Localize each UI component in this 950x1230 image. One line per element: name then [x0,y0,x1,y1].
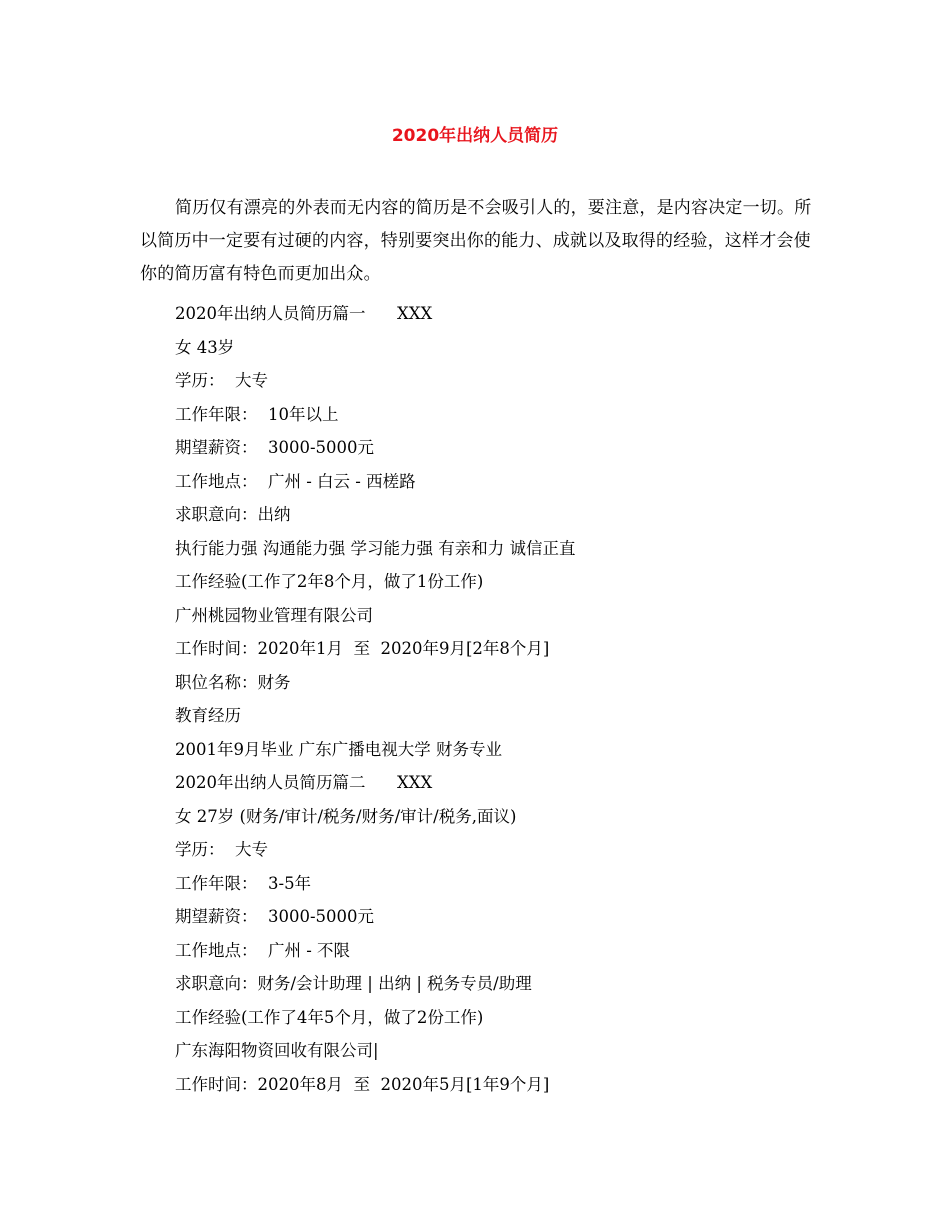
resume-line: 学历： 大专 [175,840,268,859]
resume-line: 工作经验(工作了4年5个月，做了2份工作) [175,1007,484,1027]
resume-line: 工作地点： 广州 - 不限 [175,940,351,960]
resume-line: 广州桃园物业管理有限公司 [175,605,373,625]
resume-line: 女 43岁 [175,337,235,357]
resume-line: 工作时间：2020年1月 至 2020年9月[2年8个月] [175,639,550,658]
intro-paragraph: 简历仅有漂亮的外表而无内容的简历是不会吸引人的，要注意，是内容决定一切。所以简历中一定要有过硬的内容，特别要突出你的能力、成就以及取得的经验，这样才会使你的简历富有特色而更加出众。 [140,198,812,284]
resume-line: 2001年9月毕业 广东广播电视大学 财务专业 [175,739,502,759]
resume-line: 教育经历 [175,706,241,725]
resume-line: 职位名称：财务 [175,672,291,692]
resume-lines [175,297,815,1101]
resume-line: 学历： 大专 [175,371,268,390]
resume-line: 工作地点： 广州 - 白云 - 西槎路 [175,471,416,491]
resume-line: 期望薪资： 3000-5000元 [175,907,375,926]
resume-line: 工作经验(工作了2年8个月，做了1份工作) [175,572,484,591]
resume-line: 2020年出纳人员简历篇二 XXX [175,773,433,792]
resume-line: 执行能力强 沟通能力强 学习能力强 有亲和力 诚信正直 [175,538,576,558]
resume-line: 期望薪资： 3000-5000元 [175,438,375,457]
resume-line: 女 27岁 (财务/审计/税务/财务/审计/税务,面议) [175,806,517,826]
resume-line: 工作时间：2020年8月 至 2020年5月[1年9个月] [175,1074,550,1094]
document-title: 2020年出纳人员简历 [391,126,559,146]
resume-line: 求职意向：出纳 [175,505,291,524]
resume-line: 工作年限： 10年以上 [175,404,339,424]
resume-line: 求职意向：财务/会计助理 | 出纳 | 税务专员/助理 [175,974,532,993]
resume-line: 工作年限： 3-5年 [175,873,312,893]
intro-paragraph-block [140,192,812,291]
resume-line: 广东海阳物资回收有限公司| [175,1041,379,1060]
resume-line: 2020年出纳人员简历篇一 XXX [175,304,433,323]
